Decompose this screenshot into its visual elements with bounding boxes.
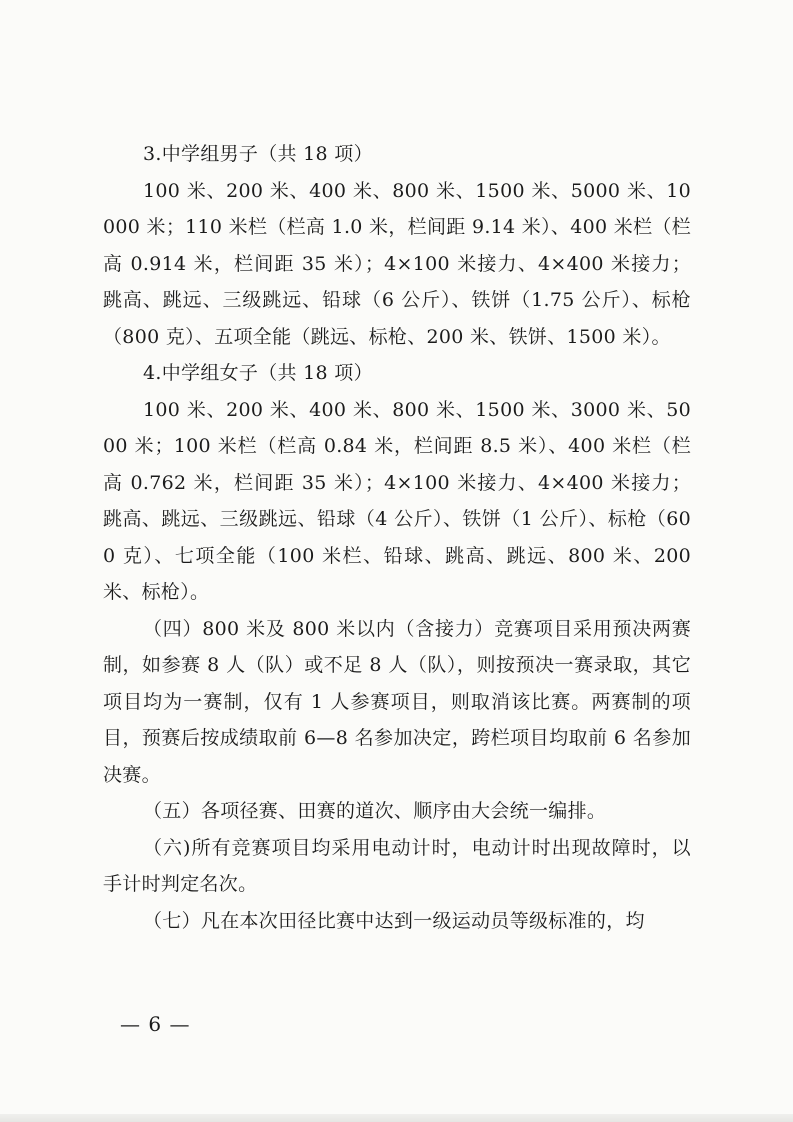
- section-heading-middle-school-women: 4.中学组女子（共 18 项）: [143, 362, 373, 384]
- rule-paragraph-4: （四）800 米及 800 米以内（含接力）竞赛项目采用预决两赛制，如参赛 8 人（队）或不足 8 人（队），则按预决一赛录取，其它项目均为一赛制，仅有 1 人参赛项目，则取消该比赛。两赛制的项目，预赛后按成绩取前 6—8 名参加决定，跨栏项目均取前 6 名参加决赛。: [103, 617, 691, 786]
- rule-paragraph-7: （七）凡在本次田径比赛中达到一级运动员等级标准的，均: [143, 909, 645, 932]
- page-number: — 6 —: [120, 1012, 191, 1036]
- section-body-middle-school-men: 100 米、200 米、400 米、800 米、1500 米、5000 米、10000 米；110 米栏（栏高 1.0 米，栏间距 9.14 米）、400 米栏（栏高 0.914 米，栏间距 35 米）；4×100 米接力、4×400 米接力；跳高、跳远、三级跳远、铅球（6 公斤）、铁饼（1.75 公斤）、标枪（800 克）、五项全能（跳远、标枪、200 米、铁饼、1500 米）。: [103, 179, 691, 348]
- document-body: [103, 136, 691, 939]
- rule-paragraph-6: （六)所有竞赛项目均采用电动计时，电动计时出现故障时，以手计时判定名次。: [103, 836, 691, 895]
- section-body-middle-school-women: 100 米、200 米、400 米、800 米、1500 米、3000 米、5000 米；100 米栏（栏高 0.84 米，栏间距 8.5 米）、400 米栏（栏高 0.762 米，栏间距 35 米）；4×100 米接力、4×400 米接力；跳高、跳远、三级跳远、铅球（4 公斤）、铁饼（1 公斤）、标枪（600 克）、七项全能（100 米栏、铅球、跳高、跳远、800 米、200 米、标枪）。: [103, 398, 691, 603]
- rule-paragraph-5: （五）各项径赛、田赛的道次、顺序由大会统一编排。: [143, 800, 607, 822]
- scan-bottom-edge: [0, 1114, 793, 1122]
- section-heading-middle-school-men: 3.中学组男子（共 18 项）: [143, 143, 373, 165]
